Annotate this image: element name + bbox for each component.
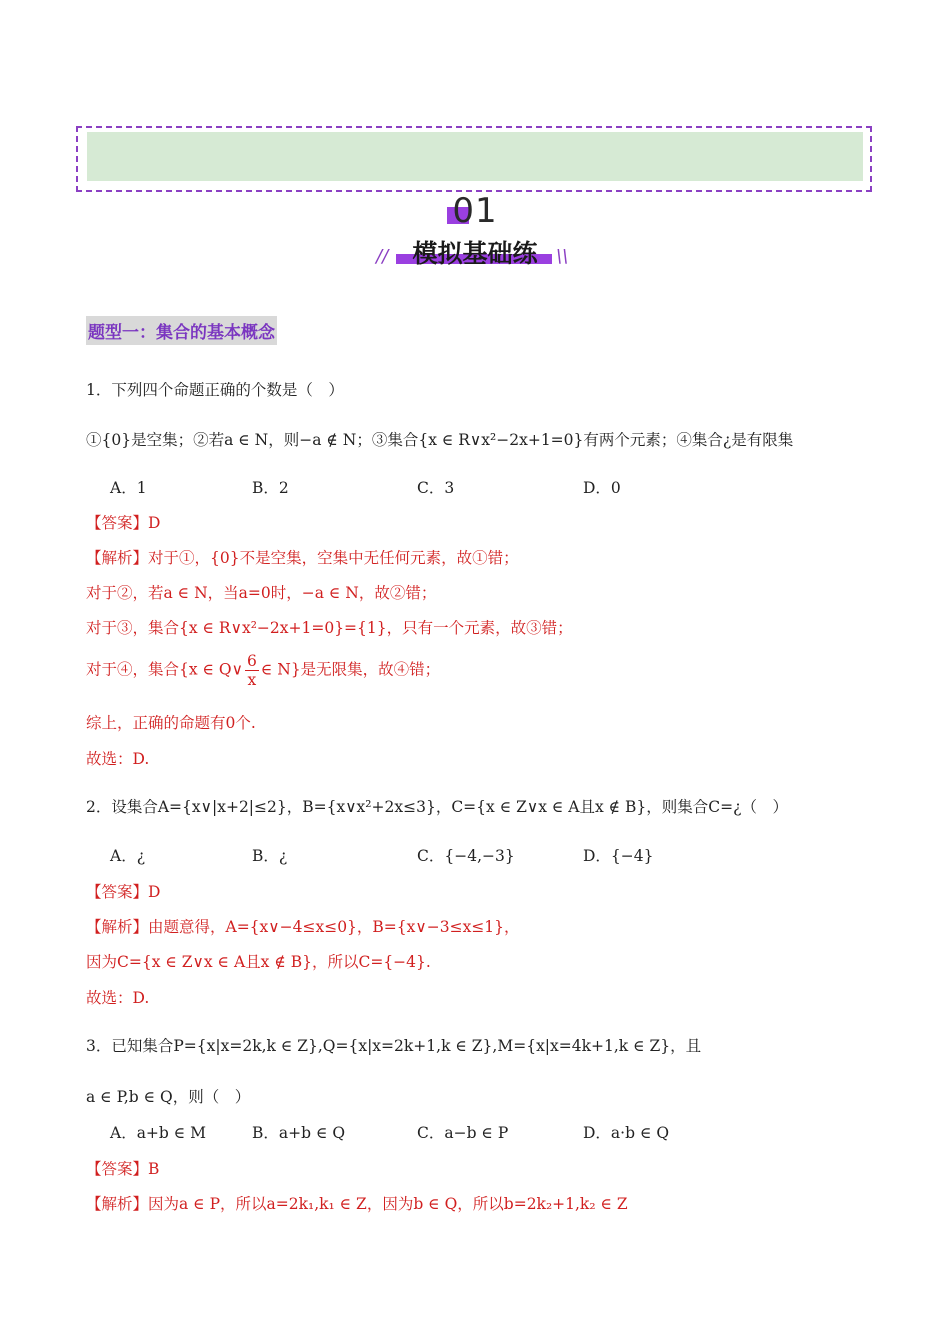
q2-choice: 故选：D.: [86, 989, 150, 1007]
q3-analysis-1: 【解析】因为a ∈ P，所以a=2k₁,k₁ ∈ Z，因为b ∈ Q，所以b=2k₂+1,k₂ ∈ Z: [86, 1195, 628, 1213]
banner-fill: [87, 132, 863, 181]
q3-option-b: B．a+b ∈ Q: [252, 1124, 346, 1142]
q1-analysis-4-prefix: 对于④，集合{x ∈ Q∨: [86, 660, 243, 679]
q3-option-c: C．a−b ∈ P: [417, 1124, 509, 1142]
q3-option-a: A．a+b ∈ M: [110, 1124, 207, 1142]
q1-choice: 故选：D.: [86, 750, 150, 768]
q1-statements: ①{0}是空集；②若a ∈ N，则−a ∉ N；③集合{x ∈ R∨x²−2x+1=0}有两个元素；④集合¿是有限集: [86, 431, 794, 449]
q2-answer: 【答案】D: [86, 883, 161, 901]
q2-analysis-2: 因为C={x ∈ Z∨x ∈ A且x ∉ B}，所以C={−4}.: [86, 953, 431, 971]
q1-analysis-4-suffix: ∈ N}是无限集，故④错；: [260, 660, 441, 679]
chapter-title-text: 模拟基础练: [412, 239, 538, 268]
q1-option-d: D．0: [583, 479, 621, 497]
fraction-numerator: 6: [246, 652, 257, 670]
q1-analysis-2: 对于②，若a ∈ N，当a=0时，−a ∈ N，故②错；: [86, 584, 437, 602]
chapter-number-text: 01: [452, 191, 498, 231]
fraction-denominator: x: [247, 671, 257, 689]
q3-option-d: D．a·b ∈ Q: [583, 1124, 670, 1142]
chapter-title: [370, 232, 580, 272]
q1-option-b: B．2: [252, 479, 289, 497]
q2-option-b: B．¿: [252, 847, 288, 865]
q1-analysis-3: 对于③，集合{x ∈ R∨x²−2x+1=0}={1}，只有一个元素，故③错；: [86, 619, 573, 637]
q1-analysis-summary: 综上，正确的命题有0个.: [86, 714, 256, 732]
q3-stem: 3．已知集合P={x|x=2k,k ∈ Z},Q={x|x=2k+1,k ∈ Z},M={x|x=4k+1,k ∈ Z}，且: [86, 1037, 702, 1055]
left-slash-decoration: //: [376, 246, 389, 267]
q1-answer: 【答案】D: [86, 514, 161, 532]
q2-option-a: A．¿: [110, 847, 146, 865]
q1-option-a: A．1: [110, 479, 147, 497]
q1-stem: 1．下列四个命题正确的个数是（ ）: [86, 381, 344, 399]
q2-option-d: D．{−4}: [583, 847, 654, 865]
q1-analysis-4: [86, 652, 440, 689]
q1-option-c: C．3: [417, 479, 455, 497]
q1-analysis-1: 【解析】对于①，{0}不是空集，空集中无任何元素，故①错；: [86, 549, 519, 567]
q2-analysis-1: 【解析】由题意得，A={x∨−4≤x≤0}，B={x∨−3≤x≤1}，: [86, 918, 520, 936]
right-slash-decoration: \\: [556, 246, 569, 267]
header-banner: [76, 126, 872, 192]
fraction-6-over-x: [245, 652, 259, 689]
section-heading: 题型一：集合的基本概念: [86, 316, 277, 345]
q2-stem: 2．设集合A={x∨|x+2|≤2}，B={x∨x²+2x≤3}，C={x ∈ Z∨x ∈ A且x ∉ B}，则集合C=¿（ ）: [86, 798, 788, 816]
q2-option-c: C．{−4,−3}: [417, 847, 515, 865]
q3-answer: 【答案】B: [86, 1160, 160, 1178]
q3-stem-continued: a ∈ P,b ∈ Q，则（ ）: [86, 1088, 251, 1106]
chapter-number: [430, 193, 520, 233]
